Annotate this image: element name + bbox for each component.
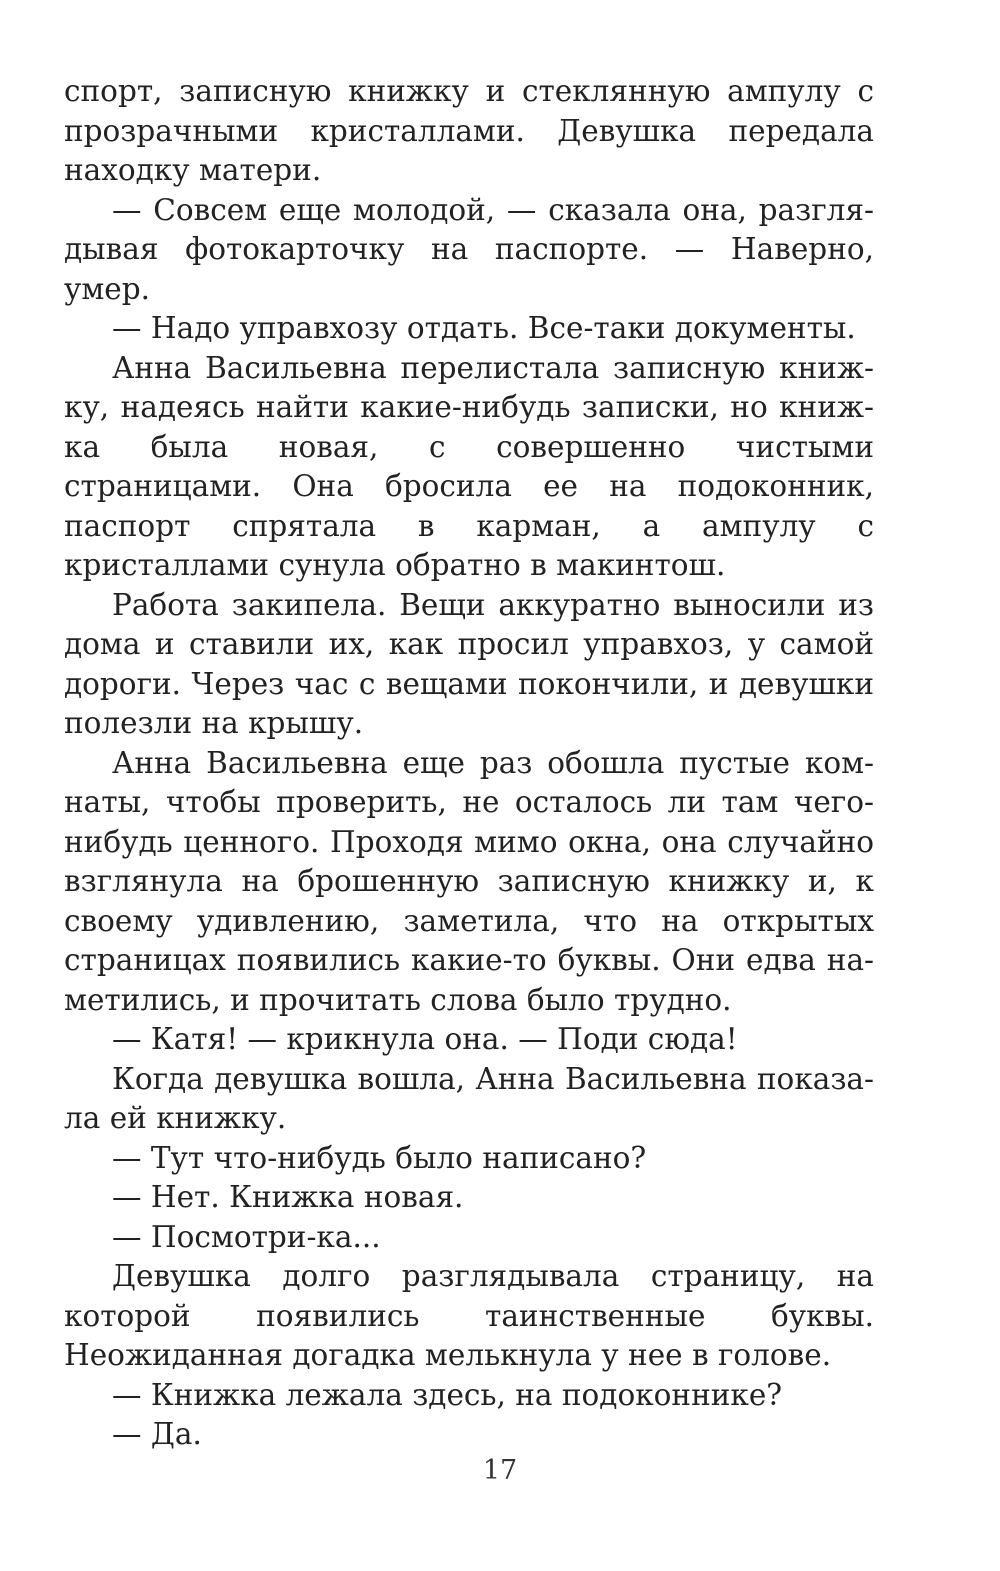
paragraph: — Посмотри-ка... <box>112 1219 381 1254</box>
paragraph: Анна Васильевна еще раз обошла пустые комнаты, чтобы проверить, не осталось ли там чего-нибудь ценного. Проходя мимо окна, она случайно взглянула на брошенную записную книжку и, к своему удивлению, заметила, что на открытых страницах появились какие-то буквы. Они едва наметились, и прочитать слова было трудно. <box>64 745 874 1017</box>
paragraph: — Да. <box>112 1417 202 1451</box>
paragraph: Когда девушка вошла, Анна Васильевна показала ей книжку. <box>64 1061 874 1135</box>
paragraph: — Совсем еще молодой, — сказала она, разглядывая фотокарточку на паспорте. — Наверно, умер. <box>64 192 874 306</box>
paragraph: Девушка долго разглядывала страницу, на которой появились таинственные буквы. Неожиданная догадка мелькнула у нее в голове. <box>64 1259 874 1372</box>
paragraph: — Тут что-нибудь было написано? <box>112 1140 647 1175</box>
paragraph: Работа закипела. Вещи аккуратно выносили из дома и ставили их, как просил управхоз, у самой дороги. Через час с вещами покончили, и девушки полезли на крышу. <box>64 587 874 740</box>
page-number: 17 <box>482 1455 518 1486</box>
paragraph: — Нет. Книжка новая. <box>112 1180 464 1214</box>
paragraph: спорт, записную книжку и стеклянную ампулу с прозрачными кристаллами. Девушка передала находку матери. <box>64 74 874 187</box>
paragraph: — Книжка лежала здесь, на подоконнике? <box>112 1377 783 1412</box>
paragraph: — Катя! — крикнула она. — Поди сюда! <box>112 1022 738 1056</box>
page-body <box>64 72 874 1455</box>
paragraph: — Надо управхозу отдать. Все-таки документы. <box>112 311 856 345</box>
paragraph: Анна Васильевна перелистала записную книжку, надеясь найти какие-нибудь записки, но книжка была новая, с совершенно чистыми страницами. Она бросила ее на подоконник, паспорт спрятала в карман, а ампулу с кристаллами сунула обратно в макинтош. <box>64 350 874 582</box>
